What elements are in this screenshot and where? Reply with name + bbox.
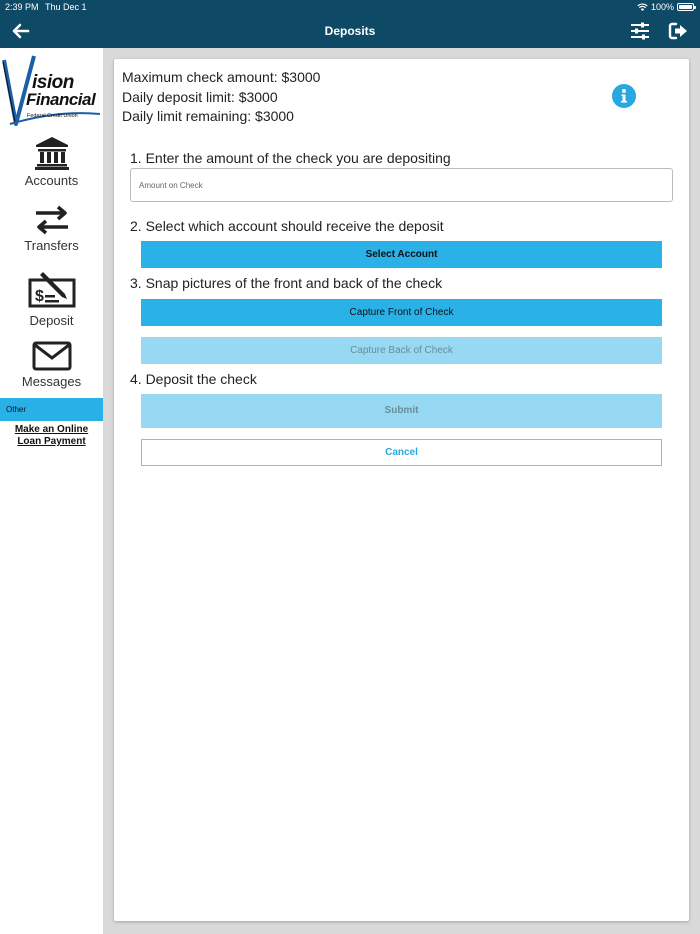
step-1-label: 1. Enter the amount of the check you are depositing [130, 150, 451, 166]
sidebar-item-label: Transfers [24, 238, 79, 253]
page-title: Deposits [324, 24, 376, 38]
battery-percent: 100% [650, 2, 674, 12]
max-check-amount: Maximum check amount: $3000 [122, 69, 321, 85]
sidebar-item-transfers[interactable] [0, 205, 103, 253]
capture-front-button[interactable]: Capture Front of Check [141, 299, 662, 326]
wifi-icon [637, 3, 648, 11]
sidebar-item-accounts[interactable] [0, 136, 103, 188]
sidebar-item-label: Messages [21, 374, 82, 389]
sidebar-item-messages[interactable] [0, 341, 103, 389]
step-2-label: 2. Select which account should receive the deposit [130, 218, 444, 234]
logo-text-financial: Financial [26, 90, 96, 109]
deposit-card [114, 59, 689, 921]
settings-sliders-icon[interactable] [629, 21, 651, 41]
sidebar-section-other: Other [0, 398, 103, 421]
info-icon [612, 84, 636, 108]
step-3-label: 3. Snap pictures of the front and back of the check [130, 275, 443, 291]
check-deposit-icon [27, 268, 77, 310]
logo-text-fcu: Federal Credit Union [27, 113, 78, 119]
loan-payment-line1: Make an Online [14, 424, 89, 435]
daily-limit-remaining: Daily limit remaining: $3000 [122, 108, 294, 124]
bank-icon [34, 136, 70, 170]
nav-bar [0, 14, 700, 48]
sidebar [0, 48, 103, 934]
deposit-limits [122, 68, 320, 127]
transfer-arrows-icon [32, 205, 72, 235]
sidebar-item-deposit[interactable] [0, 268, 103, 328]
submit-button[interactable]: Submit [141, 394, 662, 428]
loan-payment-line2: Loan Payment [17, 436, 86, 447]
logout-icon[interactable] [667, 20, 689, 42]
info-button[interactable] [612, 84, 636, 108]
svg-text:$: $ [34, 288, 44, 305]
sidebar-item-label: Deposit [29, 313, 74, 328]
daily-deposit-limit: Daily deposit limit: $3000 [122, 88, 278, 105]
brand-logo [2, 52, 102, 128]
select-account-button[interactable]: Select Account [141, 241, 662, 268]
envelope-icon [32, 341, 72, 371]
sidebar-item-label: Accounts [24, 173, 79, 188]
step-4-label: 4. Deposit the check [130, 371, 257, 387]
capture-back-button[interactable]: Capture Back of Check [141, 337, 662, 364]
status-bar [0, 0, 700, 14]
loan-payment-link[interactable] [0, 424, 103, 448]
status-right [637, 2, 694, 12]
check-amount-input[interactable] [130, 168, 673, 202]
battery-icon [677, 3, 694, 11]
status-time: 2:39 PM [5, 2, 39, 12]
status-date: Thu Dec 1 [45, 2, 87, 12]
logo-text-ision: ision [32, 72, 74, 93]
cancel-button[interactable]: Cancel [141, 439, 662, 466]
